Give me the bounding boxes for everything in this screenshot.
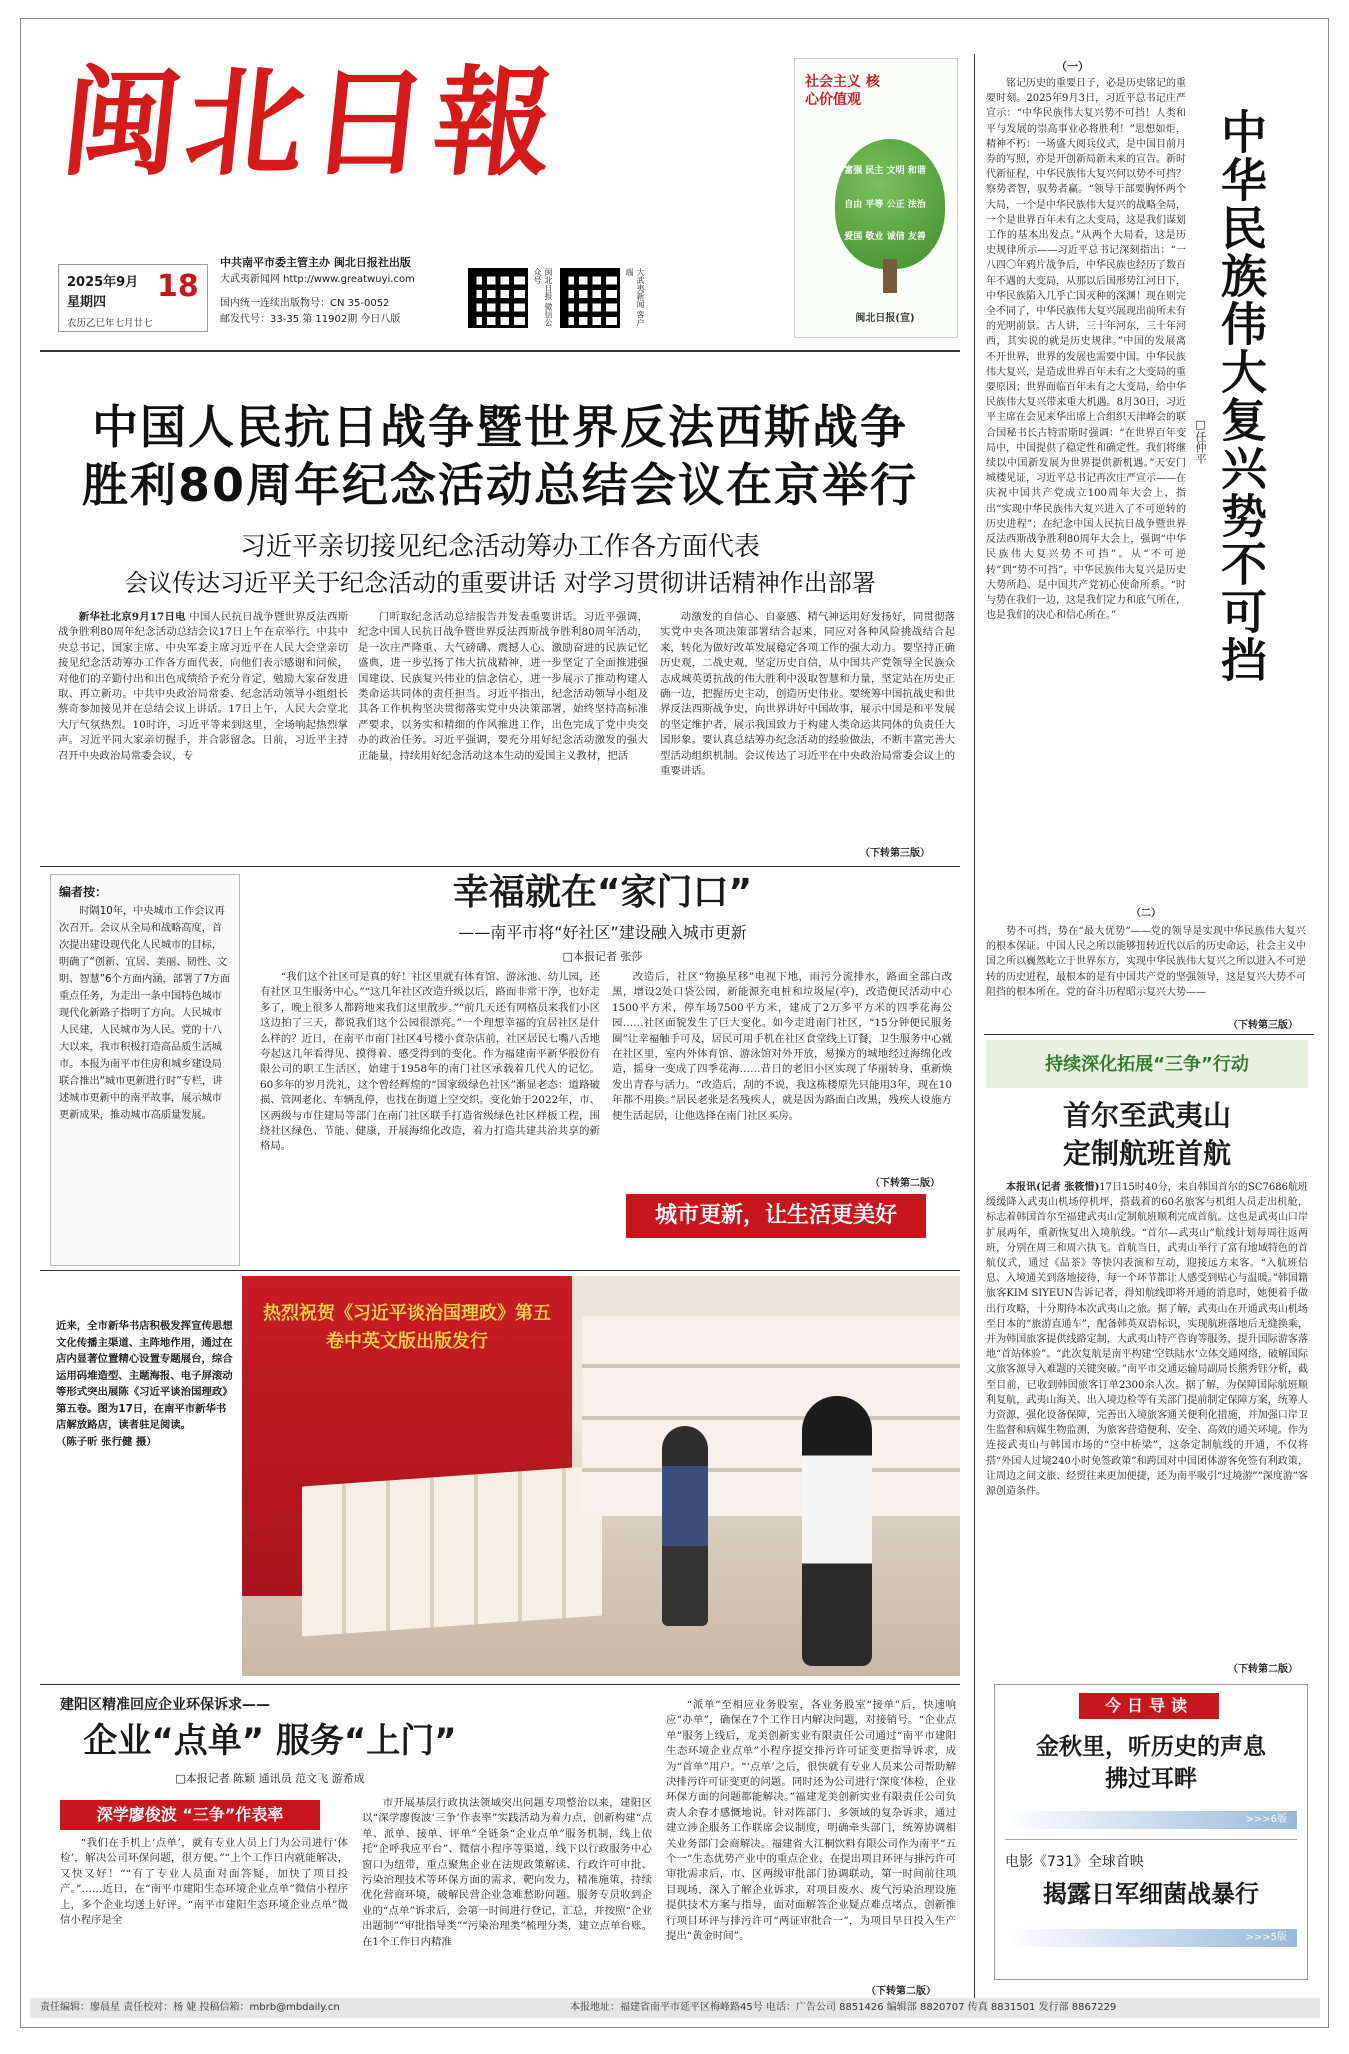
- photo-caption-text: 近来，全市新华书店积极发挥宣传思想文化传播主渠道、主阵地作用，通过在店内显著位置精心设置专题展台，综合运用码堆造型、主题海报、电子屏滚动等形式突出展陈《习近平谈治国理政》第五卷。图为17日，在南平市新华书店解放路店，读者驻足阅读。: [56, 1320, 233, 1431]
- feature-subhead: ——南平市将“好社区”建设融入城市更新: [458, 923, 747, 942]
- sanzheng-banner-bar: [986, 1040, 1308, 1088]
- enterprise-col2-text: 市开展基层行政执法领域突出问题专项整治以来，建阳区以“深学廖俊波‘三争’作表率”实践活动为着力点，创新构建“点单、派单、接单、评单”全链条“企业点单”服务机制，线上依托“企呼我应平台”、微信小程序等渠道，线下以行政服务中心窗口为纽带，重点聚焦企业在法规政策解读、行政许可申批、污染治理技术等环保方面的需求，靶向发力，精准施策，持续优化营商环境，破解民营企业急难愁盼问题。服务专员收到企业的“点单”诉求后，会第一时间进行登记，汇总，并按照“企业出题制”“审批指导类”“污染治理类”梳理分类，建立点单台账。在1个工作日内精准: [362, 1797, 652, 1948]
- sanzheng-text: 17日15时40分，来自韩国首尔的SC7686航班缓缓降入武夷山机场停机坪，搭载着的60名旅客与机组人员走出机舱，标志着韩国首尔至福建武夷山定制航班顺利完成首航。这也是武夷山口岸扩展两年，重新恢复出入境航线。“首尔—武夷山”航线计划每周往返两班，分别在周三和周六执飞。首航当日，武夷山举行了富有地域特色的首航仪式，通过《品茶》等快闪表演和互动，迎接远方来客。“入航班信息、入境通关到落地接待，每一个环节都让人感受到贴心与温暖。”韩国籍旅客KIM SIYEUN告诉记者，得知航线即将开通的消息时，她便着手做出行攻略，十分期待本次武夷山之旅。据了解，武夷山在开通武夷山机场至日本的“旅游直通车”，配备韩英双语标识，实现航班落地后无缝换乘，并为韩国旅客提供线路定制，大武夷山特产咨询等服务，提升国际游客落地“首站体验”。“此次复航是南平构建‘空铁陆水’立体交通网络，破解国际文旅客源导入难题的关键突破。”南平市交通运输局副局长熊秀钰分析，截至目前，已收到韩国旅客订单2300余人次。据了解，为保障国际航班顺利复航，武夷山海关、出入境边检等有关部门提前制定保障方案，统筹人力资源，强化设备保障，完善出入境旅客通关便利化措施，并加强口岸卫生监督和病媒生物监测，为旅客营造便利、安全、高效的通关环境。作为连接武夷山与韩国市场的“空中桥梁”，这条定制航线的开通，不仅将搭“外国人过境240小时免签政策”和跨国对中国团体游客免签有利政策，让周边之间文旅、经贸往来更加便捷，还为南平吸引“过境游”“深度游”客源创造条件。: [986, 1182, 1308, 1498]
- qr-caption-app: 大武夷新闻 客户端: [625, 268, 645, 327]
- ad-title: 社会主义 核心价值观: [805, 74, 880, 108]
- enterprise-col3-text: “派单”至相应业务股室，各业务股室“接单”后，快速响应“办单”，确保在7个工作日内解决问题，对接销号。“企业点单”服务上线后，龙美创新实业有限责任公司通过“南平市建阳生态环境企业点单”小程序提交排污许可证变更指导诉求，成为“首单”用户。“‘点单’之后，很快就有专业人员来公司帮助解决排污许可证变更的问题。同时还为公司进行‘深度’体检，企业环保方面的问题都能解决。”福建龙美创新实业有限责任公司负责人余春才感慨地说。针对阵部门、多领域的复杂诉求，通过建立涉企服务工作联席会议制度，明确牵头部门，统筹协调相关业务部门会商解决。福建省大江桐饮料有限公司作为南平“五个一”生态优势产业中的重点企业，在提出项目环评与排污许可审批需求后，市、区两级审批部门协调联动，第一时间前往项目现场，深入了解企业诉求，对项目废水、废气污染治理设施提供技术方案与指导，面对面解答企业疑点难点堵点，创新推行项目环评与排污许可“两证审批合一”，为项目早日投入生产提出“黄金时间”。: [666, 1699, 956, 1943]
- sanzheng-dateline: 本报讯(记者 张筱惜): [1006, 1182, 1100, 1193]
- sanzheng-headline-line1: 首尔至武夷山: [1062, 1099, 1231, 1132]
- lead-column-2: [358, 610, 648, 860]
- photo-caption: [56, 1318, 234, 1658]
- masthead-divider: [40, 350, 960, 352]
- qr-caption-wechat: 闽北日报 微信公众号: [533, 268, 553, 327]
- sanzheng-body: [986, 1180, 1308, 1654]
- newspaper-page: [20, 18, 1329, 2028]
- core-values-ad: [794, 58, 958, 338]
- guide-divider: [1005, 1839, 1297, 1840]
- date-day: 18: [157, 269, 199, 304]
- guide-item2-kicker[interactable]: 电影《731》全球首映: [1005, 1854, 1144, 1870]
- commentary-continued[interactable]: （下转第三版）: [1228, 1020, 1298, 1031]
- commentary-divider: [984, 1034, 1314, 1035]
- date-lunar: 农历乙巳年七月廿七: [67, 318, 153, 329]
- qr-code-app[interactable]: [560, 268, 620, 328]
- lead-col2-text: 门听取纪念活动总结报告并发表重要讲话。习近平强调，纪念中国人民抗日战争暨世界反法西斯战争胜利80周年活动，是一次庄严隆重、大气磅礴、震撼人心、激励奋进的民族记忆盛典，进一步弘扬了伟大抗战精神，进一步坚定了全面推进强国建设、民族复兴伟业的信念信心，进一步展示了推动构建人类命运共同体的责任担当。习近平指出，纪念活动领导小组及其各工作机构坚决贯彻落实党中央决策部署，始终坚持高标准严要求，以务实和精细的作风推进工作，出色完成了党中央交办的政治任务。习近平强调，要充分用好纪念活动激发的强大正能量，持续用好纪念活动这本生动的爱国主义教材，把活: [358, 611, 648, 762]
- lead-subhead1: 习近平亲切接见纪念活动筹办工作各方面代表: [239, 532, 760, 562]
- masthead-title: 闽北日報: [55, 53, 566, 192]
- lead-continued[interactable]: （下转第三版）: [860, 848, 930, 859]
- sanzheng-banner: 持续深化拓展“三争”行动: [1045, 1054, 1249, 1075]
- lead-column-1: [58, 610, 348, 860]
- enterprise-column-2: [362, 1796, 652, 1996]
- photo-divider: [40, 1684, 960, 1685]
- guide-item1-page[interactable]: >>>6版: [1005, 1811, 1297, 1829]
- masthead-site: 大武夷新闻网 http://www.greatwuyi.com: [220, 274, 415, 285]
- guide-box: [994, 1684, 1308, 1980]
- feature-col2-text: 改造后，社区“物换星移”电视下地，雨污分流排水，路面全部白改黑，增设2处口袋公园，新能源充电桩和垃圾屋(亭)，改造便民活动中心1500平方米，停车场7500平方米，建成了2万多平方米的四季花海公园……社区面貌发生了巨大变化。如今走进南门社区，“15分钟便民服务圈”让幸福触手可及，居民可用手机在社区食堂线上订餐，卫生服务中心就在社区里，室内外体育馆、游泳馆对外开放，易操方的城地经过海绵化改造，摇身一变成了四季花海……昔日的老旧小区实现了华丽转身，重新焕发出青春与活力。“改造后，刮的不说，我这栋楼原先只能用3年，现在10年都不用换。”居民老张是名残疾人，就是因为路面白改黑，残疾人设施方便生活起居，让他选择在南门社区买房。: [612, 971, 952, 1122]
- commentary-section1-mark: （一）: [1056, 60, 1089, 73]
- reader-figure-icon: [802, 1396, 872, 1666]
- enterprise-headline: 企业“点单” 服务“上门”: [83, 1721, 457, 1761]
- editor-note-box: [50, 874, 240, 1266]
- guide-item1-headline[interactable]: 金秋里，听历史的声息拂过耳畔: [1036, 1734, 1266, 1792]
- masthead-sponsor: 中共南平市委主管主办 闽北日报社出版: [220, 256, 411, 269]
- feature-col1-text: “我们这个社区可是真的好！社区里就有体育馆、游泳池、幼儿园，还有社区卫生服务中心。”“这几年社区改造升级以后，路面非常干净，也好走多了，晚上很多人都跨地来我们这里散步。”“前几天还有网格员来我们小区这边拍了三天，都说我们这个公园很漂亮。”一个理想幸福的宜居社区是什么样的？近日，在南平市南门社区4号楼小食杂店前，社区居民七嘴八舌地夸起这几年看得见、摸得着、感受得到的变化。作为福建南平新华股份有限公司的职工生活区，始建于1958年的南门社区承载着几代人的记忆。60多年的岁月洗礼，这个曾经辉煌的“国家级绿色社区”渐显老态：道路破损、管网老化、车辆乱停，也找在街道上空交织。变化始于2022年，市、区两级与市住建局等部门在南门社区联手打造省级绿色社区样板工程，围绕社区绿色、节能、健康，开展海绵化改造，着力打造共建共治共享的新格局。: [260, 971, 600, 1153]
- feature-divider: [40, 1270, 960, 1271]
- date-year-month: 2025年9月: [67, 275, 139, 290]
- masthead-postal: 邮发代号：33-35 第 11902期 今日八版: [220, 314, 401, 325]
- enterprise-column-1: [60, 1836, 348, 1996]
- guide-label: 今日导读: [1079, 1693, 1219, 1719]
- sanzheng-headline-line2: 定制航班首航: [1062, 1137, 1231, 1170]
- commentary-section1-text: 铭记历史的重要日子，必是历史铭记的重要时刻。2025年9月3日，习近平总书记庄严宣示：“中华民族伟大复兴势不可挡！人类和平与发展的崇高事业必将胜利！”思想如炬，精神不朽：一场盛大阅兵仪式，是中国目前月券的写照，亦是开创新局新未来的宣告。新时代新征程，中华民族伟大复兴何以势不可挡？察势者智，驭势者赢。“领导干部要胸怀两个大局，一个是中华民族伟大复兴的战略全局，一个是世界百年未有之大变局，这是我们谋划工作的基本出发点。”从两个大局看，这是历史规律所示——习近平总书记深刻指出：“一八四〇年鸦片战争后，中华民族也经历了数百年不遇的大变局，从那以后国形势江河日下，中华民族陷入几乎亡国灭种的深渊！现在则完全不同了，中华民族伟大复兴展现出前所未有的光明前景。古人讲，三十年河东，三十年河西，其实说的就是历史规律。”中国的发展离不开世界，世界的发展也需要中国。中华民族伟大复兴，是造成世界百年未有之大变局的重要原因；世界面临百年未有之大变局，给中华民族伟大复兴带来重大机遇。8月30日，习近平主席在会见来华出席上合组织天津峰会的联合国秘书长古特雷斯时强调：“在世界百年变局中，中国提供了稳定性和确定性。我们将继续以中国新发展为世界提供新机遇。”天安门城楼见证，习近平总书记再次庄严宣示——在庆祝中国共产党成立100周年大会上，指出“实现中华民族伟大复兴进入了不可逆转的历史进程”；在纪念中国人民抗日战争暨世界反法西斯战争胜利80周年大会上，强调“中华民族伟大复兴势不可挡”。从“不可逆转”到“势不可挡”，中华民族伟大复兴是历史大势所趋、是中国共产党初心使命所系。“时与势在我们一边，这是我们定力和底气所在，也是我们的决心和信心所在。”: [986, 78, 1186, 622]
- qr-code-wechat[interactable]: [468, 268, 528, 328]
- feature-continued[interactable]: （下转第二版）: [870, 1178, 940, 1189]
- ad-credit: 闽北日报(宣): [855, 313, 915, 324]
- commentary-author: □任仲平: [1194, 418, 1207, 464]
- commentary-section2-text: 势不可挡，势在“最大优势”——党的领导是实现中华民族伟大复兴的根本保证。中国人民之所以能够扭转近代以后的历史命运，社会主义中国之所以巍然屹立于世界东方，实现中华民族伟大复兴之所以进入不可逆转的历史进程，最根本的是有中国共产党的坚强领导，这是复兴大势不可阻挡的根本所在。党的奋斗历程昭示复兴大势——: [986, 926, 1306, 998]
- feature-column-1: [260, 970, 600, 1262]
- masthead-issn: 国内统一连续出版物号：CN 35-0052: [220, 298, 390, 309]
- enterprise-kicker: 建阳区精准回应企业环保诉求——: [60, 1697, 270, 1713]
- feature-headline: 幸福就在“家门口”: [452, 872, 753, 913]
- lead-headline-line2: 胜利80周年纪念活动总结会议在京举行: [81, 458, 918, 512]
- guide-item2-page[interactable]: >>>5版: [1005, 1929, 1297, 1947]
- enterprise-byline: □本报记者 陈颖 通讯员 范文飞 游希成: [175, 1772, 365, 1785]
- footer-bar: [30, 1998, 1320, 2018]
- book-stack-icon: [302, 1466, 602, 1637]
- commentary-section2: [986, 924, 1306, 1010]
- commentary-vertical-title: 中华民族伟大复兴势不可挡: [1214, 108, 1268, 684]
- editor-note-label: 编者按：: [59, 885, 108, 899]
- tree-trunk-icon: [883, 259, 897, 293]
- date-weekday: 星期四: [67, 295, 107, 310]
- photo-banner-text: 热烈祝贺《习近平谈治国理政》第五卷中英文版出版发行: [263, 1303, 551, 1352]
- ad-value-1: 富强 民主 文明 和谐: [844, 166, 926, 176]
- lead-subhead2: 会议传达习近平关于纪念活动的重要讲话 对学习贯彻讲话精神作出部署: [124, 569, 876, 597]
- footer-left: 责任编辑：廖晨星 责任校对：杨 婕 投稿信箱：mbrb@mbdaily.cn: [40, 2002, 340, 2013]
- guide-item2-headline[interactable]: 揭露日军细菌战暴行: [1043, 1880, 1259, 1908]
- editor-note-text: 时隔10年，中央城市工作会议再次召开。会议从全局和战略高度，首次提出建设现代化人民城市的目标，明确了“创新、宜居、美丽、韧性、文明、智慧”6个方面内涵，部署了7方面重点任务，为走出一条中国特色城市现代化新路子指明了方向。人民城市人民建，人民城市为人民。党的十八大以来，我市积极打造高品质生活城市。本报为南平市住房和城乡建设局联合推出“城市更新进行时”专栏，讲述城市更新中的南平故事，展示城市更新成果，推动城市高质量发展。: [59, 906, 231, 1121]
- date-box: [58, 264, 208, 332]
- commentary-section2-mark: （二）: [1131, 908, 1161, 919]
- lead-col3-text: 动激发的自信心、自豪感、精气神运用好发扬好，同贯彻落实党中央各项决策部署结合起来，同应对各种风险挑战结合起来，转化为做好改革发展稳定各项工作的强大动力。要坚持正确历史观，二战史观，坚定历史自信，从中国共产党领导全民族众志成城英勇抗战的伟大胜利中汲取智慧和力量，坚定站在历史正确一边，把握历史主动，创造历史伟业。要统筹中国抗战史和世界反法西斯战争史，向世界讲好中国故事，展示中国是和平发展的坚定维护者，展示我国致力于构建人类命运共同体的负责任大国形象。要认真总结筹办纪念活动的经验做法，不断丰富完善大型活动组织机制。会议传达了习近平在中央政治局常委会议上的重要讲话。: [660, 611, 955, 778]
- feature-byline: □本报记者 张莎: [562, 950, 643, 963]
- lead-column-3: [660, 610, 955, 842]
- sanzheng-continued[interactable]: （下转第二版）: [1228, 1664, 1298, 1675]
- feature-column-2: [612, 970, 952, 1170]
- enterprise-banner: 深学廖俊波 “三争”作表率: [60, 1800, 320, 1830]
- ad-value-2: 自由 平等 公正 法治: [844, 200, 926, 210]
- right-column-divider: [974, 54, 975, 1998]
- lead-divider: [40, 866, 960, 867]
- feature-banner: 城市更新，让生活更美好: [626, 1194, 926, 1238]
- reader-figure-2-icon: [662, 1426, 708, 1626]
- lead-headline-line1: 中国人民抗日战争暨世界反法西斯战争: [92, 400, 908, 454]
- enterprise-column-3: [666, 1698, 956, 1980]
- shelf-icon: [582, 1316, 960, 1516]
- enterprise-col1-text: “我们在手机上‘点单’，就有专业人员上门为公司进行‘体检’，解决公司环保问题，很方便。”“上个工作日内就能解决，又快又好！”“有了专业人员面对面答疑，加快了项目投产。”……近日，在“南平市建阳生态环境企业点单”微信小程序上，多个企业均送上好评。“南平市建阳生态环境企业点单”微信小程序是全: [60, 1837, 348, 1927]
- photo-credit: （陈子昕 张行健 摄）: [56, 1435, 157, 1448]
- enterprise-continued[interactable]: （下转第二版）: [866, 1986, 936, 1997]
- footer-right: 本报地址：福建省南平市延平区梅峰路45号 电话：广告公司 8851426 编辑部 8820707 传真 8831501 发行部 8867229: [570, 2002, 1117, 2013]
- ad-value-3: 爱国 敬业 诚信 友善: [844, 232, 926, 242]
- lead-dateline: 新华社北京9月17日电: [78, 611, 186, 623]
- commentary-section1: [986, 76, 1186, 906]
- lead-col1-text: 中国人民抗日战争暨世界反法西斯战争胜利80周年纪念活动总结会议17日上午在京举行。中共中央总书记、国家主席、中央军委主席习近平在人民大会堂亲切接见纪念活动筹办工作各方面代表，向他们表示感谢和问候，对他们的辛勤付出和出色成绩给予充分肯定，勉励大家奋发进取、再立新功。中共中央政治局常委、纪念活动领导小组组长蔡奇参加接见并在总结会议上讲话。17日上午，人民大会堂北大厅气氛热烈。10时许，习近平等来到这里，全场响起热烈掌声。习近平同大家亲切握手，并合影留念。日前，习近平主持召开中央政治局常委会议，专: [58, 611, 348, 762]
- bookstore-photo: [242, 1276, 960, 1676]
